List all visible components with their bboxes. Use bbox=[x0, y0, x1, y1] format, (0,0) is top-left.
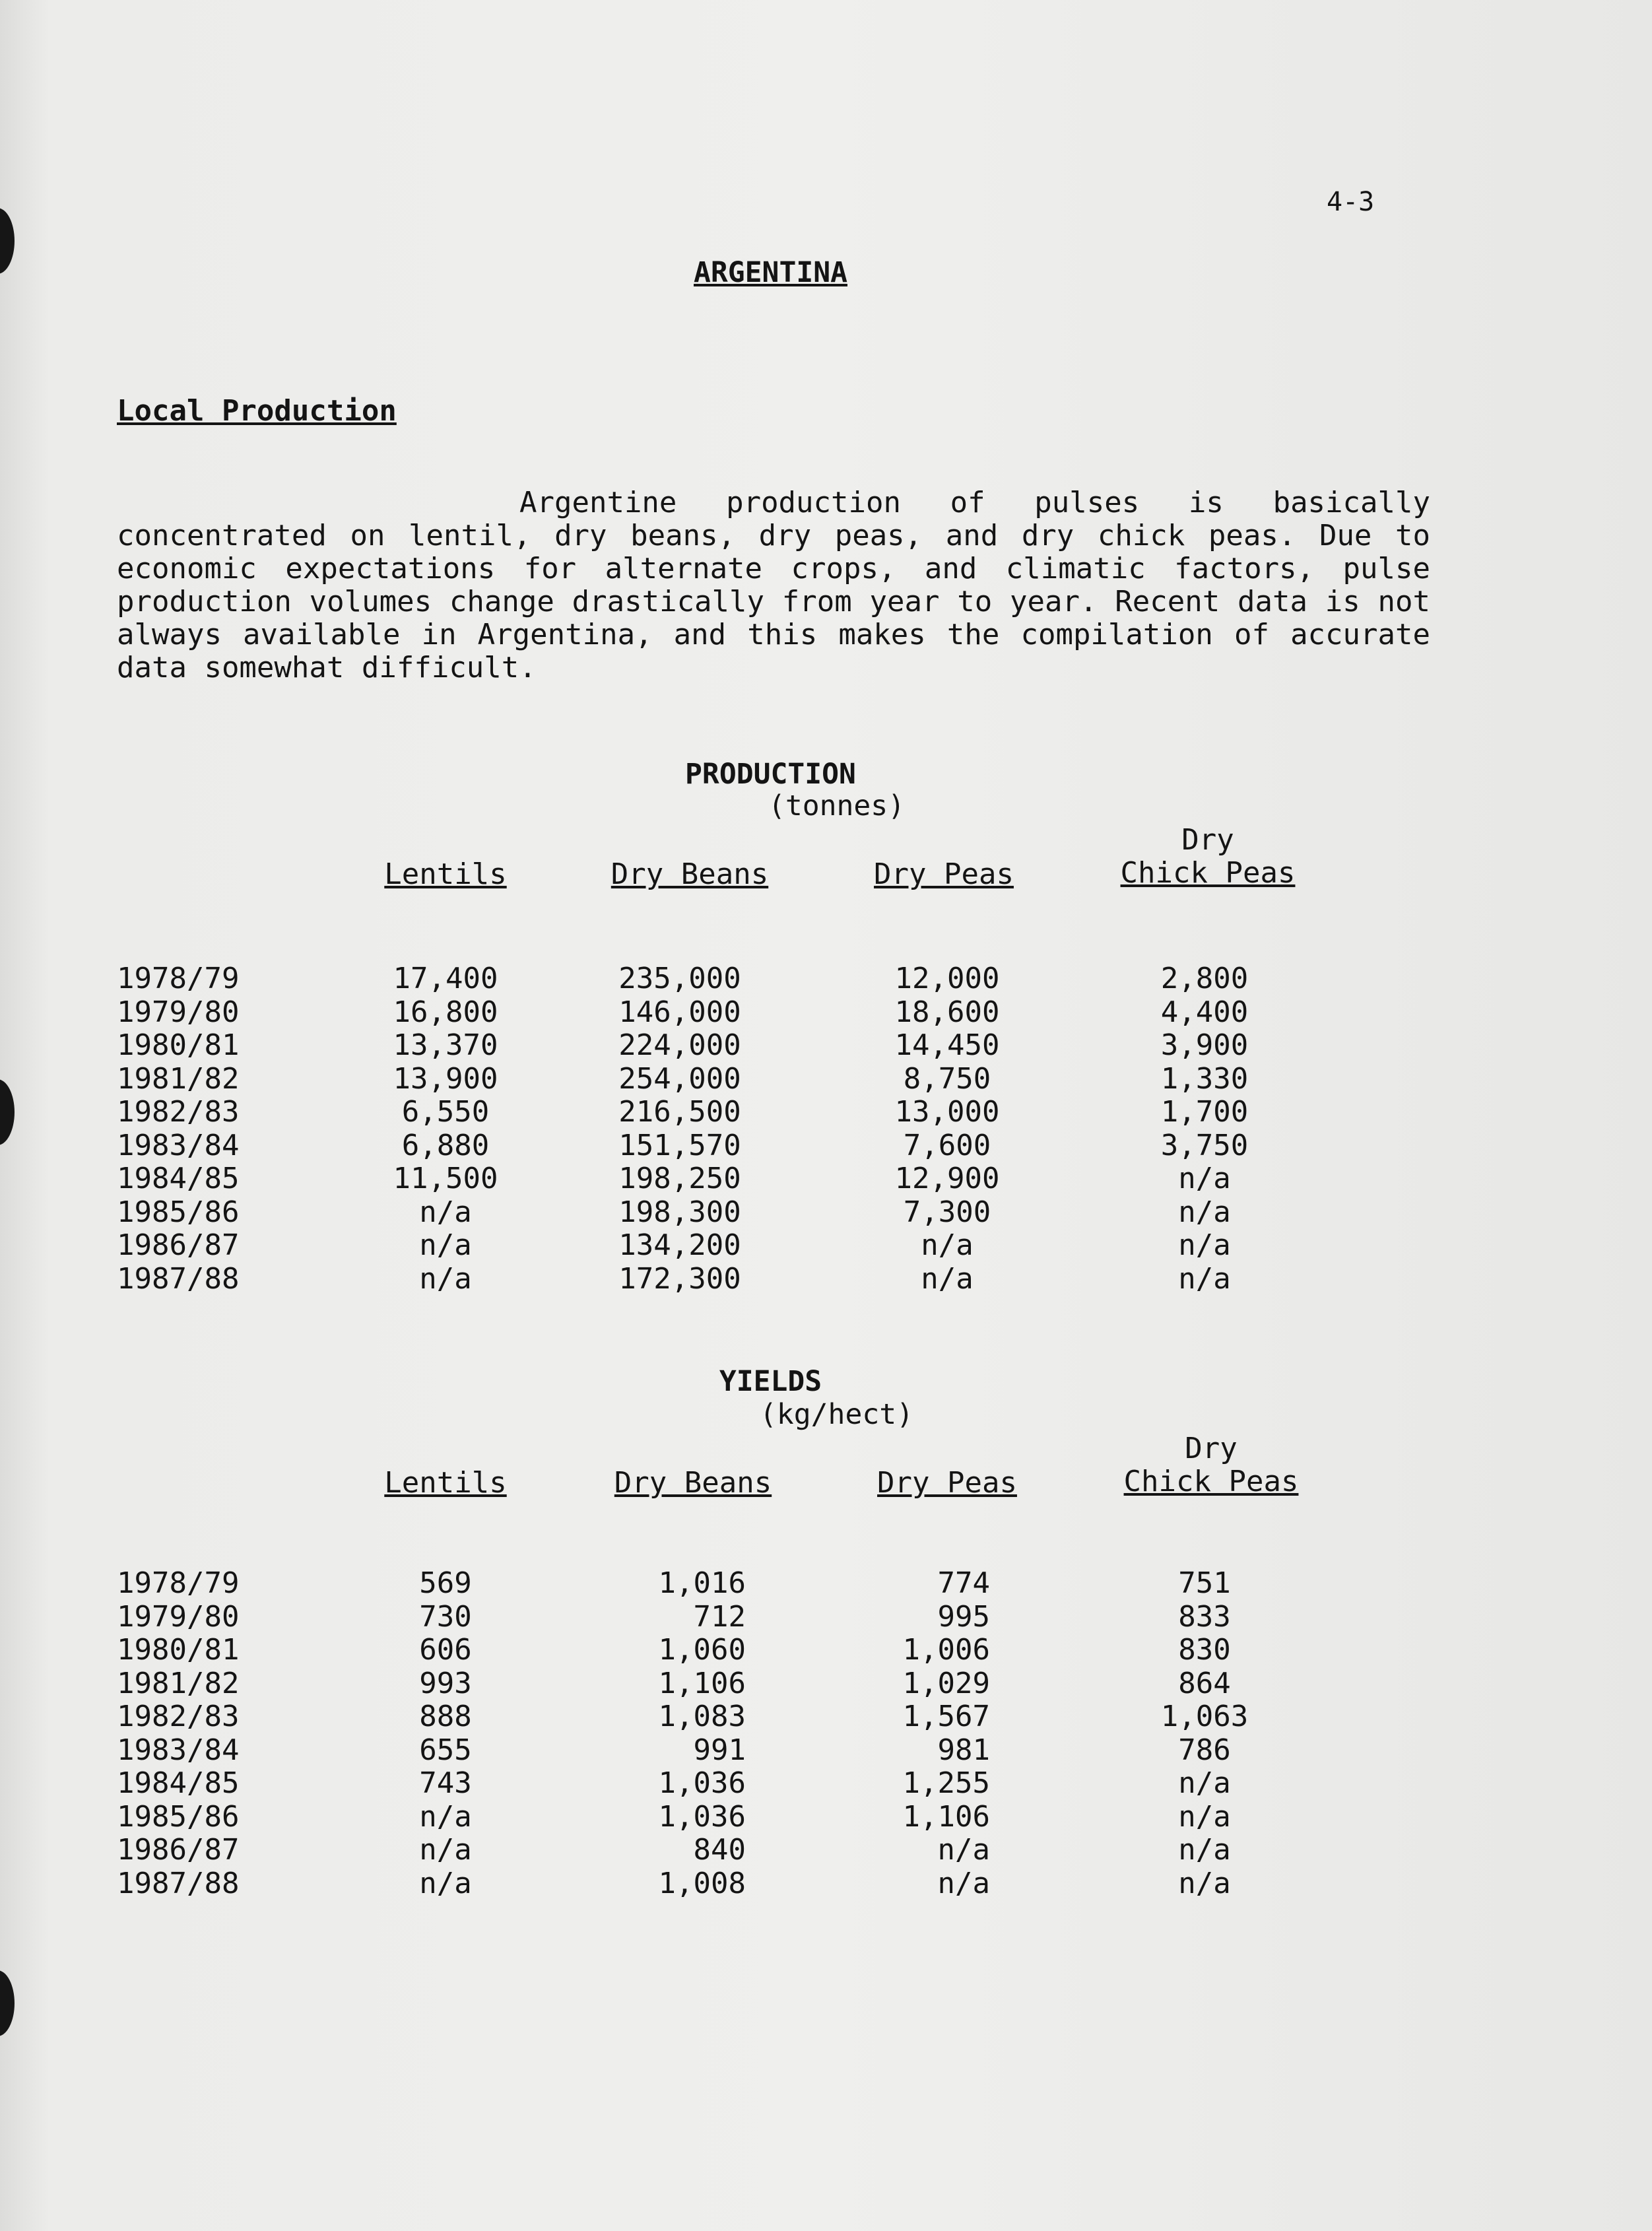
cell-dry-beans: 840 bbox=[693, 1833, 746, 1867]
cell-chick-peas: n/a bbox=[1178, 1162, 1231, 1195]
cell-chick-peas: n/a bbox=[1178, 1766, 1231, 1800]
yields-header-dry-beans: Dry Beans bbox=[614, 1466, 772, 1500]
row-year: 1987/88 bbox=[117, 1261, 240, 1296]
cell-lentils: n/a bbox=[419, 1195, 472, 1229]
cell-dry-beans: 198,250 bbox=[618, 1162, 741, 1195]
binder-hole bbox=[0, 1079, 15, 1145]
cell-chick-peas: 833 bbox=[1178, 1599, 1231, 1634]
cell-lentils: 11,500 bbox=[393, 1162, 498, 1195]
row-year: 1985/86 bbox=[117, 1799, 240, 1834]
cell-dry-peas: 7,300 bbox=[903, 1195, 991, 1229]
cell-dry-beans: 1,008 bbox=[658, 1866, 746, 1900]
cell-dry-peas: 14,450 bbox=[894, 1028, 1000, 1062]
cell-dry-peas: 981 bbox=[937, 1733, 990, 1767]
cell-dry-beans: 224,000 bbox=[618, 1028, 741, 1062]
cell-dry-beans: 151,570 bbox=[618, 1128, 741, 1162]
cell-dry-peas: 7,600 bbox=[903, 1128, 991, 1162]
row-year: 1979/80 bbox=[117, 995, 240, 1029]
cell-chick-peas: n/a bbox=[1178, 1833, 1231, 1867]
cell-dry-beans: 1,060 bbox=[658, 1633, 746, 1667]
row-year: 1982/83 bbox=[117, 1700, 240, 1733]
cell-dry-beans: 712 bbox=[693, 1599, 746, 1634]
cell-chick-peas: n/a bbox=[1178, 1228, 1231, 1262]
binder-hole bbox=[0, 1970, 15, 2036]
cell-dry-beans: 1,036 bbox=[658, 1766, 746, 1800]
cell-chick-peas: 3,750 bbox=[1160, 1128, 1249, 1162]
row-year: 1982/83 bbox=[117, 1095, 240, 1129]
cell-chick-peas: n/a bbox=[1178, 1261, 1231, 1296]
cell-lentils: 655 bbox=[419, 1733, 472, 1767]
cell-dry-beans: 172,300 bbox=[618, 1261, 741, 1296]
cell-lentils: n/a bbox=[419, 1228, 472, 1262]
row-year: 1985/86 bbox=[117, 1195, 240, 1229]
cell-dry-peas: 774 bbox=[937, 1566, 990, 1600]
cell-lentils: 13,370 bbox=[393, 1028, 498, 1062]
cell-lentils: n/a bbox=[419, 1799, 472, 1834]
row-year: 1979/80 bbox=[117, 1599, 240, 1634]
yields-header-chick-peas: Dry Chick Peas bbox=[1123, 1432, 1299, 1498]
cell-dry-peas: 1,029 bbox=[902, 1666, 990, 1700]
page-number: 4-3 bbox=[1327, 187, 1375, 217]
cell-dry-beans: 1,083 bbox=[658, 1700, 746, 1733]
row-year: 1983/84 bbox=[117, 1128, 240, 1162]
row-year: 1978/79 bbox=[117, 1566, 240, 1600]
cell-dry-peas: 1,006 bbox=[902, 1633, 990, 1667]
cell-dry-beans: 198,300 bbox=[618, 1195, 741, 1229]
row-year: 1984/85 bbox=[117, 1162, 240, 1195]
production-title: PRODUCTION bbox=[685, 758, 856, 791]
row-year: 1986/87 bbox=[117, 1833, 240, 1867]
production-header-lentils: Lentils bbox=[384, 857, 507, 891]
cell-dry-beans: 1,106 bbox=[658, 1666, 746, 1700]
yields-title: YIELDS bbox=[719, 1365, 822, 1398]
row-year: 1986/87 bbox=[117, 1228, 240, 1262]
cell-lentils: 993 bbox=[419, 1666, 472, 1700]
production-header-dry-beans: Dry Beans bbox=[611, 857, 769, 891]
cell-dry-beans: 991 bbox=[693, 1733, 746, 1767]
cell-chick-peas: 864 bbox=[1178, 1666, 1231, 1700]
row-year: 1983/84 bbox=[117, 1733, 240, 1767]
cell-dry-peas: n/a bbox=[921, 1228, 974, 1262]
cell-lentils: n/a bbox=[419, 1833, 472, 1867]
cell-chick-peas: 1,330 bbox=[1160, 1061, 1249, 1096]
cell-chick-peas: 1,063 bbox=[1160, 1700, 1249, 1733]
row-year: 1980/81 bbox=[117, 1633, 240, 1667]
cell-dry-peas: 12,000 bbox=[894, 962, 1000, 995]
yields-header-dry-peas: Dry Peas bbox=[877, 1466, 1017, 1500]
cell-chick-peas: 2,800 bbox=[1160, 962, 1249, 995]
cell-lentils: 6,550 bbox=[401, 1095, 490, 1129]
cell-dry-peas: 13,000 bbox=[894, 1095, 1000, 1129]
cell-dry-beans: 134,200 bbox=[618, 1228, 741, 1262]
cell-chick-peas: 4,400 bbox=[1160, 995, 1249, 1029]
cell-chick-peas: 751 bbox=[1178, 1566, 1231, 1600]
cell-dry-peas: n/a bbox=[937, 1866, 990, 1900]
yields-unit: (kg/hect) bbox=[760, 1398, 913, 1431]
cell-dry-peas: 8,750 bbox=[903, 1061, 991, 1096]
cell-lentils: 16,800 bbox=[393, 995, 498, 1029]
cell-lentils: n/a bbox=[419, 1866, 472, 1900]
cell-dry-peas: 995 bbox=[937, 1599, 990, 1634]
cell-chick-peas: 3,900 bbox=[1160, 1028, 1249, 1062]
row-year: 1981/82 bbox=[117, 1061, 240, 1096]
row-year: 1984/85 bbox=[117, 1766, 240, 1800]
yields-header-lentils: Lentils bbox=[384, 1466, 507, 1500]
cell-lentils: 569 bbox=[419, 1566, 472, 1600]
cell-lentils: 743 bbox=[419, 1766, 472, 1800]
production-header-chick-peas: Dry Chick Peas bbox=[1120, 823, 1296, 890]
production-header-dry-peas: Dry Peas bbox=[874, 857, 1014, 891]
intro-paragraph: Argentine production of pulses is basically concentrated on lentil, dry beans, dry peas, and dry chick peas. Due to economic expectations for alternate crops, and climatic factors, pulse production volumes change drastically from year to year. Recent data is not always available in Argentina, and this makes the compilation of accurate data somewhat difficult. bbox=[117, 486, 1430, 684]
cell-dry-beans: 254,000 bbox=[618, 1061, 741, 1096]
cell-dry-beans: 1,036 bbox=[658, 1799, 746, 1834]
cell-chick-peas: 786 bbox=[1178, 1733, 1231, 1767]
page-title: ARGENTINA bbox=[694, 256, 847, 289]
cell-dry-beans: 146,000 bbox=[618, 995, 741, 1029]
row-year: 1981/82 bbox=[117, 1666, 240, 1700]
cell-chick-peas: 830 bbox=[1178, 1633, 1231, 1667]
cell-dry-beans: 216,500 bbox=[618, 1095, 741, 1129]
cell-lentils: 17,400 bbox=[393, 962, 498, 995]
section-heading: Local Production bbox=[117, 394, 397, 428]
row-year: 1987/88 bbox=[117, 1866, 240, 1900]
cell-chick-peas: n/a bbox=[1178, 1195, 1231, 1229]
cell-lentils: 730 bbox=[419, 1599, 472, 1634]
cell-dry-peas: 1,106 bbox=[902, 1799, 990, 1834]
row-year: 1980/81 bbox=[117, 1028, 240, 1062]
cell-lentils: n/a bbox=[419, 1261, 472, 1296]
production-unit: (tonnes) bbox=[768, 789, 906, 822]
cell-dry-peas: 12,900 bbox=[894, 1162, 1000, 1195]
cell-chick-peas: n/a bbox=[1178, 1866, 1231, 1900]
cell-lentils: 13,900 bbox=[393, 1061, 498, 1096]
cell-dry-peas: 1,255 bbox=[902, 1766, 990, 1800]
cell-dry-peas: n/a bbox=[937, 1833, 990, 1867]
cell-dry-peas: 1,567 bbox=[902, 1700, 990, 1733]
cell-dry-peas: n/a bbox=[921, 1261, 974, 1296]
cell-lentils: 6,880 bbox=[401, 1128, 490, 1162]
cell-chick-peas: n/a bbox=[1178, 1799, 1231, 1834]
cell-dry-peas: 18,600 bbox=[894, 995, 1000, 1029]
cell-chick-peas: 1,700 bbox=[1160, 1095, 1249, 1129]
cell-dry-beans: 235,000 bbox=[618, 962, 741, 995]
cell-lentils: 606 bbox=[419, 1633, 472, 1667]
cell-dry-beans: 1,016 bbox=[658, 1566, 746, 1600]
row-year: 1978/79 bbox=[117, 962, 240, 995]
cell-lentils: 888 bbox=[419, 1700, 472, 1733]
